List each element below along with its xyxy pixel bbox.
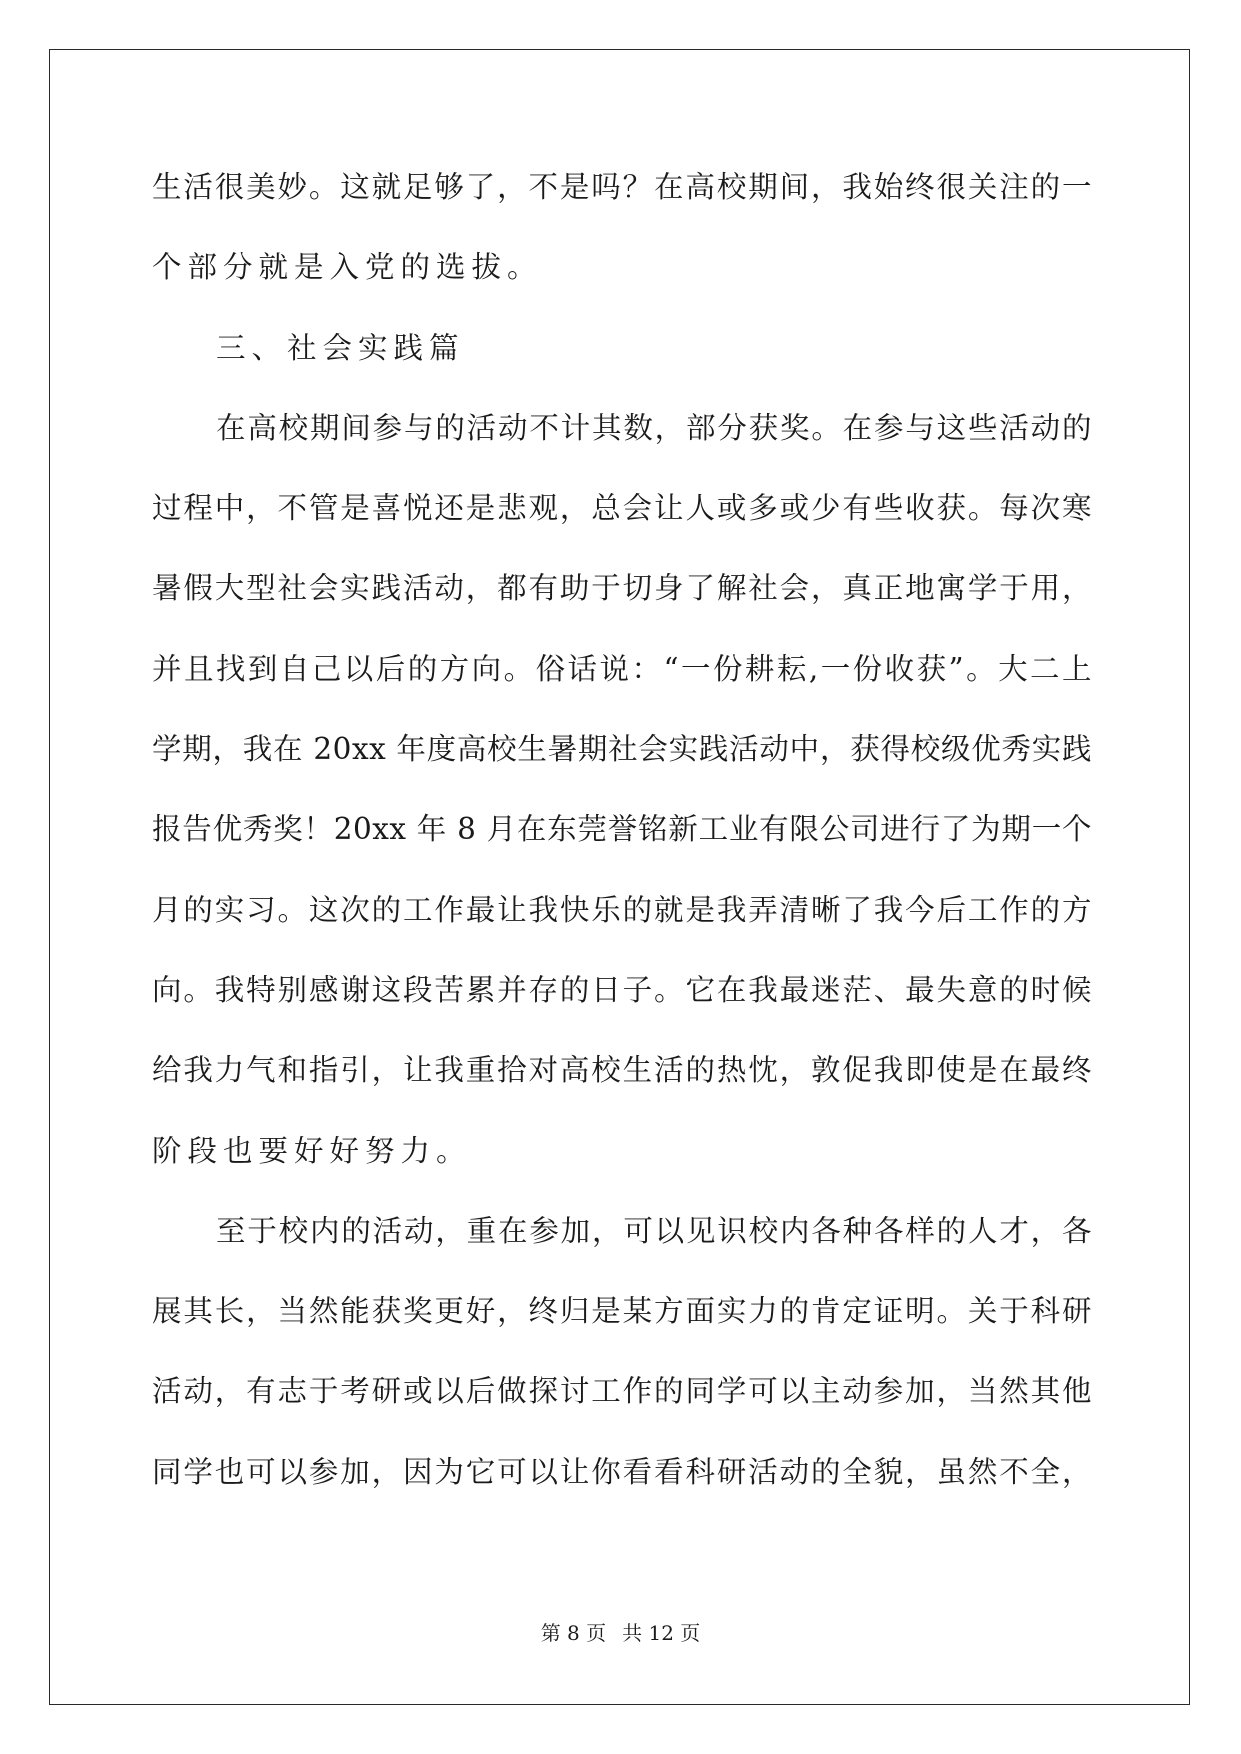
text-line: 阶段也要好好努力。 (152, 1133, 472, 1168)
text-line: 报告优秀奖！20xx 年 8 月在东莞誉铭新工业有限公司进行了为期一个 (152, 812, 1092, 847)
text-line: 生活很美妙。这就足够了，不是吗？在高校期间，我始终很关注的一 (152, 170, 1092, 204)
text-line: 过程中，不管是喜悦还是悲观，总会让人或多或少有些收获。每次寒 (152, 491, 1092, 526)
text-line: 三、社会实践篇 (216, 330, 465, 365)
document-body (152, 158, 1092, 1523)
text-line: 展其长，当然能获奖更好，终归是某方面实力的肯定证明。关于科研 (152, 1294, 1092, 1329)
page-total: 共 12 页 (622, 1621, 701, 1645)
text-line: 同学也可以参加，因为它可以让你看看科研活动的全貌，虽然不全， (152, 1454, 1092, 1489)
text-line: 月的实习。这次的工作最让我快乐的就是我弄清晰了我今后工作的方 (152, 892, 1092, 927)
text-line: 并且找到自己以后的方向。俗话说：“一份耕耘,一份收获”。大二上 (152, 651, 1092, 686)
text-line: 学期，我在 20xx 年度高校生暑期社会实践活动中，获得校级优秀实践 (152, 732, 1092, 767)
text-line: 个部分就是入党的选拔。 (152, 250, 543, 285)
text-line: 暑假大型社会实践活动，都有助于切身了解社会，真正地寓学于用， (152, 571, 1092, 606)
page-footer (0, 1617, 1241, 1646)
text-line: 活动，有志于考研或以后做探讨工作的同学可以主动参加，当然其他 (152, 1374, 1092, 1409)
text-line: 在高校期间参与的活动不计其数，部分获奖。在参与这些活动的 (216, 410, 1092, 445)
page-number: 第 8 页 (540, 1621, 607, 1645)
text-line: 给我力气和指引，让我重拾对高校生活的热忱，敦促我即使是在最终 (152, 1053, 1092, 1088)
text-line: 向。我特别感谢这段苦累并存的日子。它在我最迷茫、最失意的时候 (152, 972, 1092, 1007)
text-line: 至于校内的活动，重在参加，可以见识校内各种各样的人才，各 (216, 1213, 1092, 1248)
